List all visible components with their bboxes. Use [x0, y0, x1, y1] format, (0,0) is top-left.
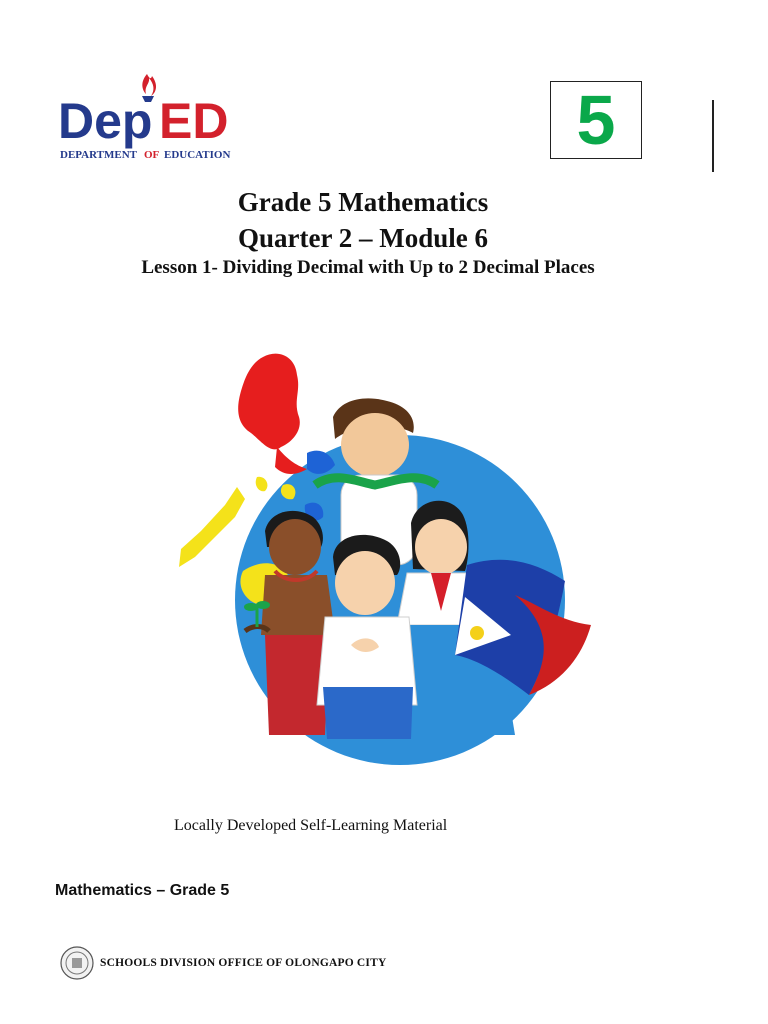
module-quarter: Quarter 2 – Module 6 — [238, 223, 488, 253]
vertical-divider — [712, 100, 714, 172]
cover-illustration — [165, 335, 610, 780]
grade-badge — [550, 81, 642, 159]
logo-subtitle-department: DEPARTMENT — [60, 149, 138, 161]
logo-wordmark-dep: Dep — [58, 93, 153, 149]
deped-logo — [56, 70, 256, 165]
division-office-name: SCHOOLS DIVISION OFFICE OF OLONGAPO CITY — [100, 957, 387, 969]
logo-wordmark-ed: ED — [159, 93, 229, 149]
grade-number: 5 — [576, 81, 616, 159]
logo-subtitle-of: OF — [144, 149, 160, 161]
footer — [60, 945, 387, 981]
lesson-title: Lesson 1- Dividing Decimal with Up to 2 Decimal Places — [141, 257, 595, 278]
module-title: Grade 5 Mathematics — [237, 187, 489, 217]
logo-subtitle-education: EDUCATION — [164, 149, 231, 161]
material-label: Locally Developed Self-Learning Material — [174, 817, 448, 834]
division-seal-icon — [60, 946, 94, 980]
subject-line: Mathematics – Grade 5 — [55, 882, 230, 899]
